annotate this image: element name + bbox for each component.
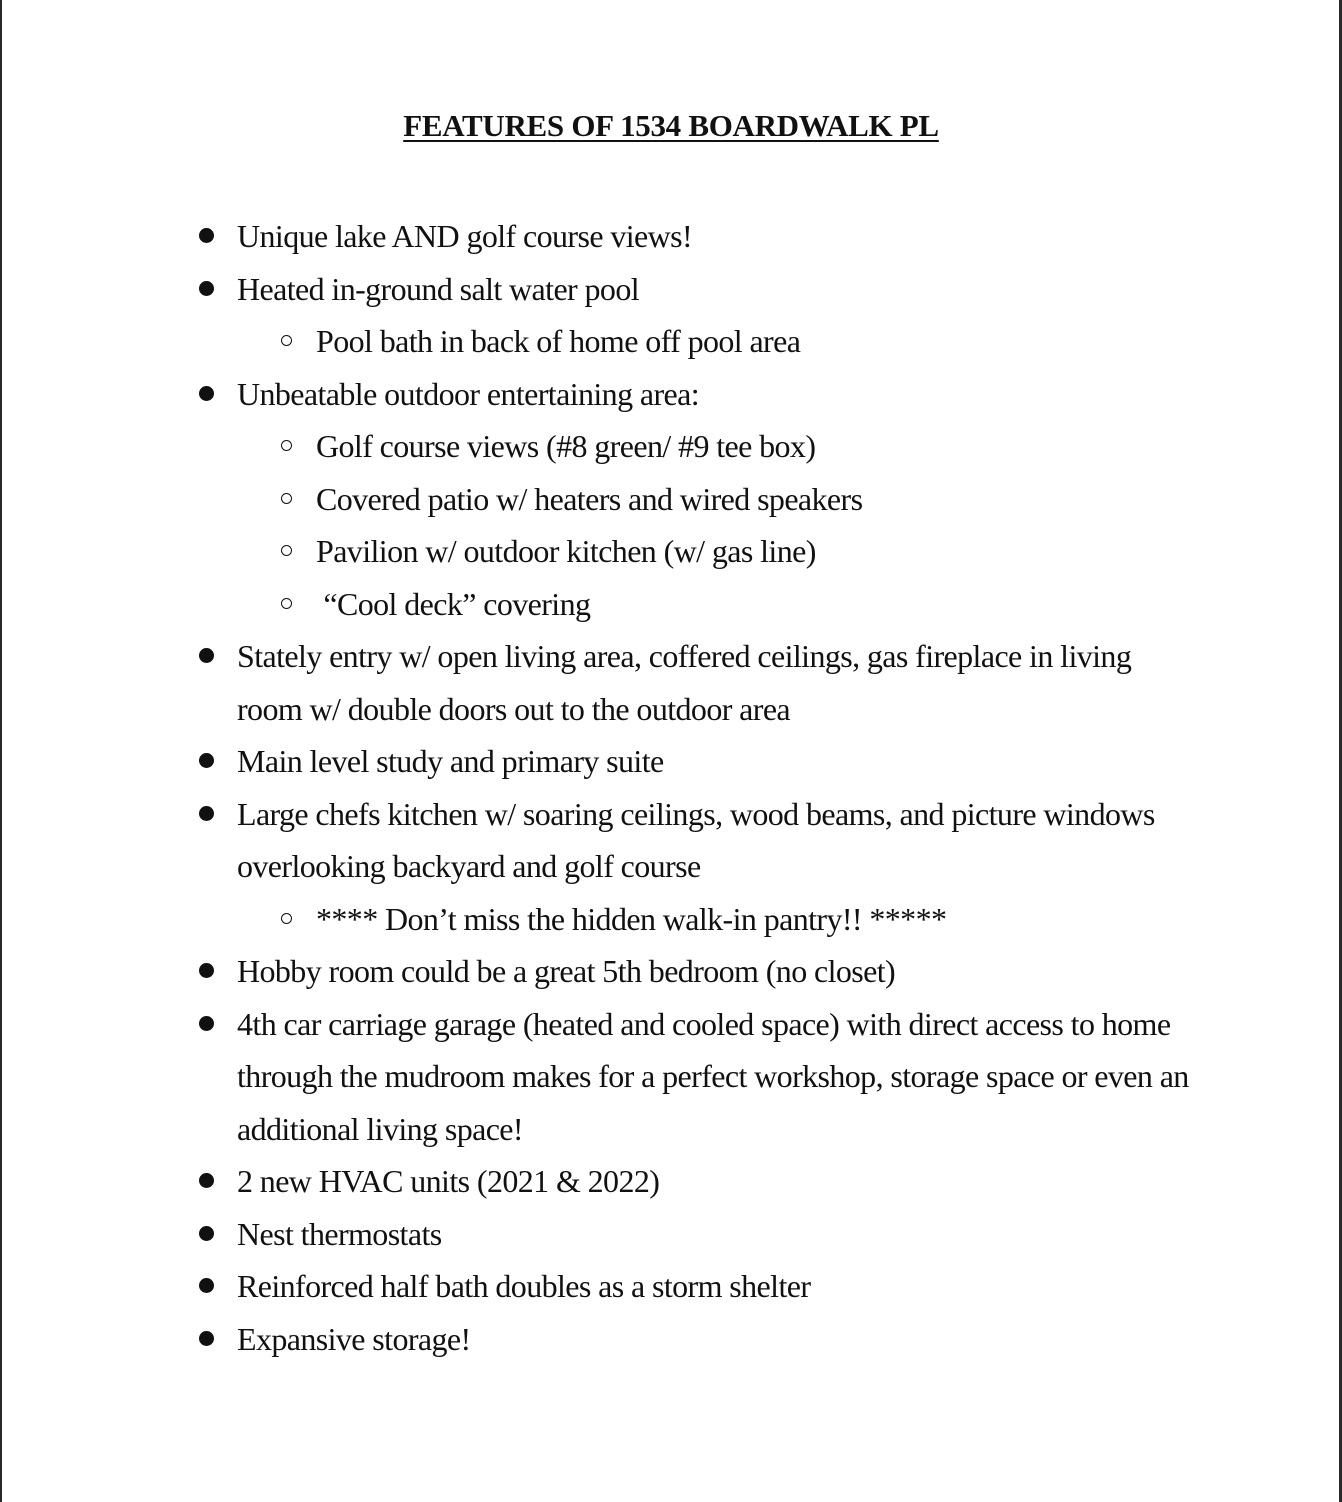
filled-bullet-icon	[199, 1226, 214, 1241]
list-item-text: 2 new HVAC units (2021 & 2022)	[237, 1163, 660, 1199]
filled-bullet-icon	[199, 806, 214, 821]
list-item	[195, 735, 1195, 788]
sub-list-item-text: **** Don’t miss the hidden walk-in pantry!! *****	[316, 900, 947, 937]
list-item-text: Large chefs kitchen w/ soaring ceilings, wood beams, and picture windows overlooking backyard and golf course	[237, 795, 1155, 884]
sub-list-item-text: Pavilion w/ outdoor kitchen (w/ gas line)	[316, 533, 816, 569]
list-item-text: Unique lake AND golf course views!	[237, 218, 693, 254]
sub-list-item	[195, 315, 1195, 368]
sub-list-item	[195, 893, 1195, 946]
hollow-bullet-icon	[281, 545, 292, 556]
list-item	[195, 1313, 1195, 1366]
sub-list-item-text: Covered patio w/ heaters and wired speakers	[316, 480, 863, 517]
sub-list-item	[195, 578, 1195, 631]
hollow-bullet-icon	[281, 598, 292, 609]
sub-list-item	[195, 473, 1195, 526]
list-item-text: Stately entry w/ open living area, coffered ceilings, gas fireplace in living room w/ double doors out to the outdoor area	[237, 638, 1132, 727]
filled-bullet-icon	[199, 648, 214, 663]
list-item	[195, 210, 1195, 263]
page-border-left	[0, 0, 2, 1502]
list-item-text: Main level study and primary suite	[237, 743, 664, 779]
sub-list-item-text: Pool bath in back of home off pool area	[316, 323, 801, 359]
filled-bullet-icon	[199, 963, 214, 978]
list-item	[195, 1208, 1195, 1261]
list-item-text: Hobby room could be a great 5th bedroom (no closet)	[237, 953, 896, 989]
filled-bullet-icon	[199, 281, 214, 296]
document-title: FEATURES OF 1534 BOARDWALK PL	[403, 108, 939, 143]
list-item	[195, 368, 1195, 421]
sub-list-item	[195, 420, 1195, 473]
list-item	[195, 263, 1195, 316]
filled-bullet-icon	[199, 1331, 214, 1346]
filled-bullet-icon	[199, 1278, 214, 1293]
list-item-text: Nest thermostats	[237, 1215, 442, 1252]
list-item	[195, 788, 1195, 893]
filled-bullet-icon	[199, 753, 214, 768]
list-item	[195, 1260, 1195, 1313]
filled-bullet-icon	[199, 1173, 214, 1188]
hollow-bullet-icon	[281, 440, 292, 451]
hollow-bullet-icon	[281, 913, 292, 924]
filled-bullet-icon	[199, 386, 214, 401]
sub-list-item-text: “Cool deck” covering	[316, 585, 591, 622]
list-item-text: Reinforced half bath doubles as a storm shelter	[237, 1268, 811, 1304]
hollow-bullet-icon	[281, 335, 292, 346]
list-item	[195, 945, 1195, 998]
features-list	[195, 210, 1195, 1365]
filled-bullet-icon	[199, 228, 214, 243]
hollow-bullet-icon	[281, 493, 292, 504]
sub-list-item	[195, 525, 1195, 578]
sub-list-item-text: Golf course views (#8 green/ #9 tee box)	[316, 428, 816, 464]
filled-bullet-icon	[199, 1016, 214, 1031]
list-item	[195, 630, 1195, 735]
list-item-text: 4th car carriage garage (heated and cooled space) with direct access to home through the mudroom makes for a perfect workshop, storage space or even an additional living space!	[237, 1005, 1189, 1147]
list-item-text: Unbeatable outdoor entertaining area:	[237, 375, 700, 412]
list-item	[195, 998, 1195, 1156]
list-item	[195, 1155, 1195, 1208]
list-item-text: Heated in-ground salt water pool	[237, 270, 640, 307]
list-item-text: Expansive storage!	[237, 1320, 471, 1357]
